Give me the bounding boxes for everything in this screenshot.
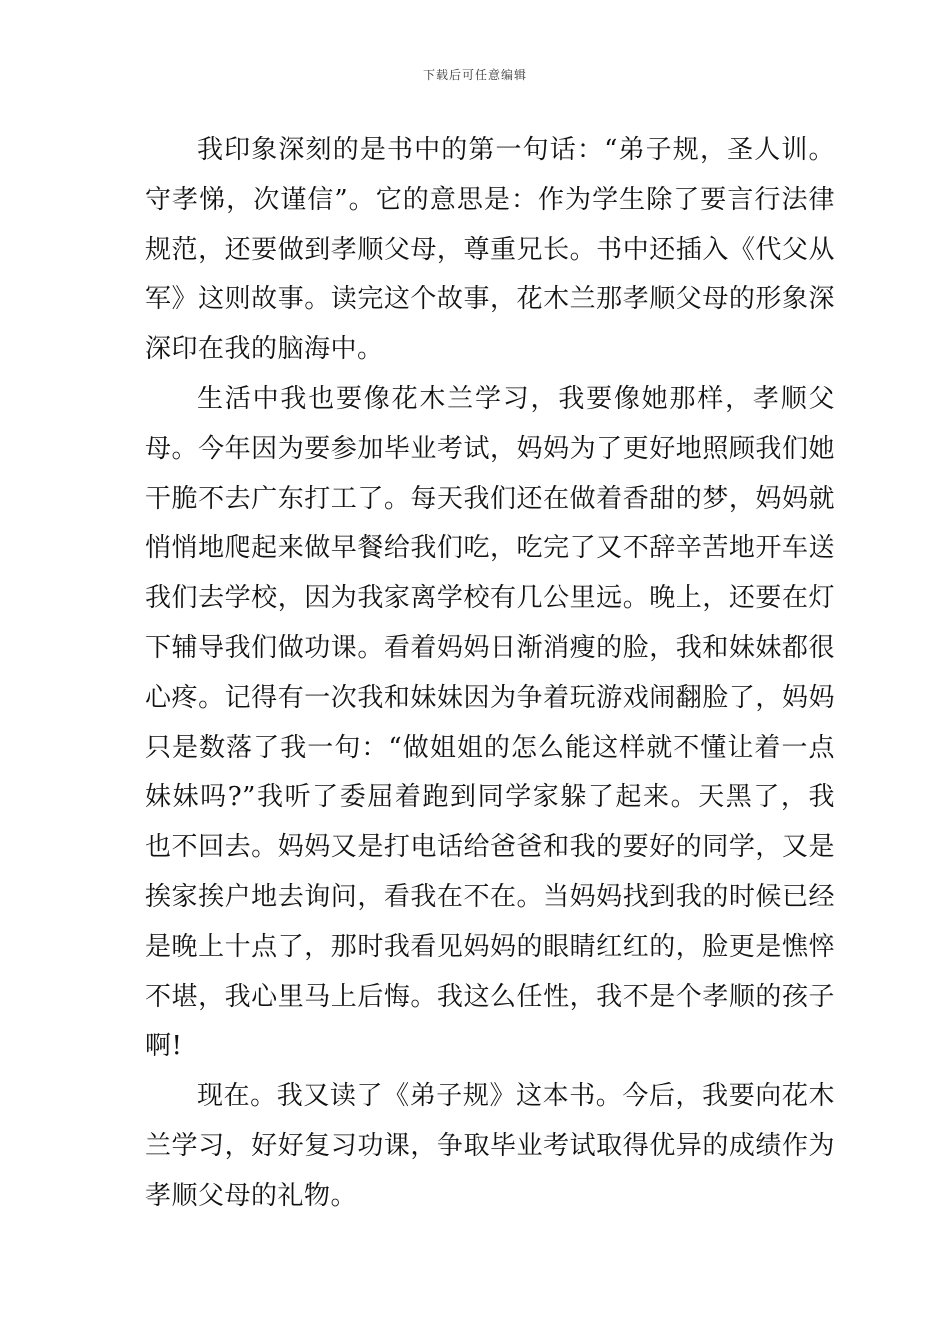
header-note: 下载后可任意编辑 [422,68,527,82]
paragraph-2: 生活中我也要像花木兰学习，我要像她那样，孝顺父母。今年因为要参加毕业考试，妈妈为了更好地照顾我们她干脆不去广东打工了。每天我们还在做着香甜的梦，妈妈就悄悄地爬起来做早餐给我们吃，吃完了又不辞辛苦地开车送我们去学校，因为我家离学校有几公里远。晚上，还要在灯下辅导我们做功课。看着妈妈日渐消瘦的脸，我和妹妹都很心疼。记得有一次我和妹妹因为争着玩游戏闹翻脸了，妈妈只是数落了我一句：“做姐姐的怎么能这样就不懂让着一点妹妹吗?”我听了委屈着跑到同学家躲了起来。天黑了，我也不回去。妈妈又是打电话给爸爸和我的要好的同学，又是挨家挨户地去询问，看我在不在。当妈妈找到我的时候已经是晚上十点了，那时我看见妈妈的眼睛红红的，脸更是憔悴不堪，我心里马上后悔。我这么任性，我不是个孝顺的孩子啊! [145,383,835,1062]
paragraph-1: 我印象深刻的是书中的第一句话：“弟子规，圣人训。守孝悌，次谨信”。它的意思是：作为学生除了要言行法律规范，还要做到孝顺父母，尊重兄长。书中还插入《代父从军》这则故事。读完这个故事，花木兰那孝顺父母的形象深深印在我的脑海中。 [145,135,835,365]
document-body [145,126,835,1222]
paragraph-3: 现在。我又读了《弟子规》这本书。今后，我要向花木兰学习，好好复习功课，争取毕业考试取得优异的成绩作为孝顺父母的礼物。 [145,1081,835,1211]
